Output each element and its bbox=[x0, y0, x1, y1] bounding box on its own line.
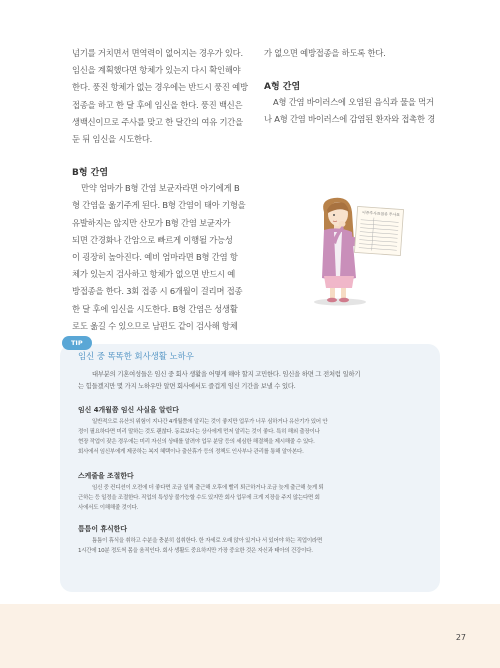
text-line: 둔 뒤 임신을 시도한다. bbox=[72, 134, 153, 145]
hepatitis-b-heading: B형 간염 bbox=[72, 168, 109, 179]
tip-intro bbox=[78, 369, 428, 392]
hepatitis-b-paragraph bbox=[72, 180, 254, 335]
text-line: 방접종을 한다. 3회 접종 시 6개월이 걸리며 접종 bbox=[72, 286, 243, 297]
tip-section-rest bbox=[78, 523, 432, 556]
right-column bbox=[264, 45, 436, 129]
hepatitis-a-heading: A형 간염 bbox=[264, 82, 301, 93]
tip-badge: TIP bbox=[62, 336, 92, 350]
text-line: 1시간에 10분 정도씩 몸을 움직인다. 회사 생활도 중요하지만 가장 중요한 것은 자신과 태아의 건강이다. bbox=[78, 548, 313, 554]
text-line: 접종을 하고 한 달 후에 임신을 한다. 풍진 백신은 bbox=[72, 99, 243, 110]
tip-section-heading: 임신 4개월쯤 임신 사실을 알린다 bbox=[78, 406, 179, 414]
tip-section-schedule bbox=[78, 470, 432, 513]
chart-paper-title: 이종주사표접종 주사표 bbox=[361, 209, 401, 218]
text-line: 는 힘들겠지만 몇 가지 노하우만 알면 회사에서도 즐겁게 임신 기간을 보낼 수 있다. bbox=[78, 382, 296, 390]
text-line: 정이 필요하다면 미리 말하는 것도 괜찮다. 동료보다는 상사에게 먼저 알리는 것이 좋다. 특히 해외 출장이나 bbox=[78, 429, 320, 435]
left-column bbox=[72, 45, 254, 335]
text-line: 되면 간경화나 간암으로 빠르게 이행될 가능성 bbox=[72, 234, 233, 245]
text-line: 틈틈이 휴식을 취하고 수분을 충분히 섭취한다. 한 자세로 오래 앉아 있거나 서 있어야 하는 직업이라면 bbox=[92, 538, 323, 544]
text-line: 형 간염을 옮기주게 된다. B형 간염이 태아 기형을 bbox=[72, 200, 246, 211]
page-number: 27 bbox=[455, 633, 466, 642]
hepatitis-a-paragraph bbox=[264, 94, 436, 128]
text-line: 유발하지는 않지만 산모가 B형 간염 보균자가 bbox=[72, 217, 231, 228]
text-line: 이 굉장히 높아진다. 예비 엄마라면 B형 간염 항 bbox=[72, 252, 238, 263]
text-line: 체가 있는지 검사하고 항체가 없으면 반드시 예 bbox=[72, 269, 236, 280]
tip-section-heading: 틈틈이 휴식한다 bbox=[78, 525, 127, 533]
intro-paragraph bbox=[72, 45, 254, 148]
tip-section-announce bbox=[78, 404, 432, 457]
text-line: 로도 옮길 수 있으므로 남편도 같이 검사해 항체 bbox=[72, 320, 238, 331]
tip-title: 임신 중 똑똑한 회사생활 노하우 bbox=[78, 351, 194, 361]
text-line: 임신 중 컨디션이 오전에 더 좋다면 조금 일찍 출근해 오후에 빨리 퇴근하거나 조금 늦게 출근해 늦게 퇴 bbox=[92, 485, 324, 491]
text-line: 한 달 후에 임신을 시도한다. B형 간염은 성생활 bbox=[72, 303, 238, 314]
text-line: 대부분의 기혼여성들은 임신 중 회사 생활을 어떻게 해야 할지 고민한다. 임신을 하면 그 전처럼 일하기 bbox=[92, 371, 361, 378]
text-line: 넘기를 거치면서 면역력이 없어지는 경우가 있다. bbox=[72, 48, 243, 58]
tip-section-heading: 스케줄을 조절한다 bbox=[78, 472, 134, 480]
text-line: A형 간염 바이러스에 오염된 음식과 물을 먹거 bbox=[273, 97, 434, 108]
text-line: 일반적으로 유산의 위험이 지나간 4개월쯤에 알리는 것이 좋지만 업무가 너무 심하거나 유산기가 있어 안 bbox=[92, 419, 328, 425]
text-line: 사에서도 이해해줄 것이다. bbox=[78, 505, 139, 511]
text-line: 근하는 등 일정을 조절한다. 직업의 특성상 불가능할 수도 있지만 회사 업무에 크게 지장을 주지 않는다면 회 bbox=[78, 495, 320, 501]
text-line: 회사에서 임신부에게 제공하는 복지 혜택이나 출산휴가 등의 정책도 인사부나 관리를 통해 알아본다. bbox=[78, 449, 304, 455]
text-line: 현장 작업이 잦은 경우에는 미리 자신의 상태를 알려야 업무 분담 등의 세심한 해결책을 제시해줄 수 있다. bbox=[78, 439, 315, 445]
text-line: 임신을 계획했다면 항체가 있는지 다시 확인해야 bbox=[72, 65, 241, 76]
woman-reading-vaccination-chart-illustration bbox=[298, 194, 408, 306]
text-line: 생백신이므로 주사를 맞고 한 달간의 여유 기간을 bbox=[72, 116, 243, 127]
text-line: 가 없으면 예방접종을 하도록 한다. bbox=[264, 48, 386, 58]
text-line: 나 A형 간염 바이러스에 감염된 환자와 접촉한 경 bbox=[264, 114, 436, 125]
text-line: 만약 엄마가 B형 간염 보균자라면 아기에게 B bbox=[81, 183, 240, 194]
footer-band bbox=[0, 604, 500, 668]
text-line: 한다. 풍진 항체가 없는 경우에는 반드시 풍진 예방 bbox=[72, 82, 248, 93]
